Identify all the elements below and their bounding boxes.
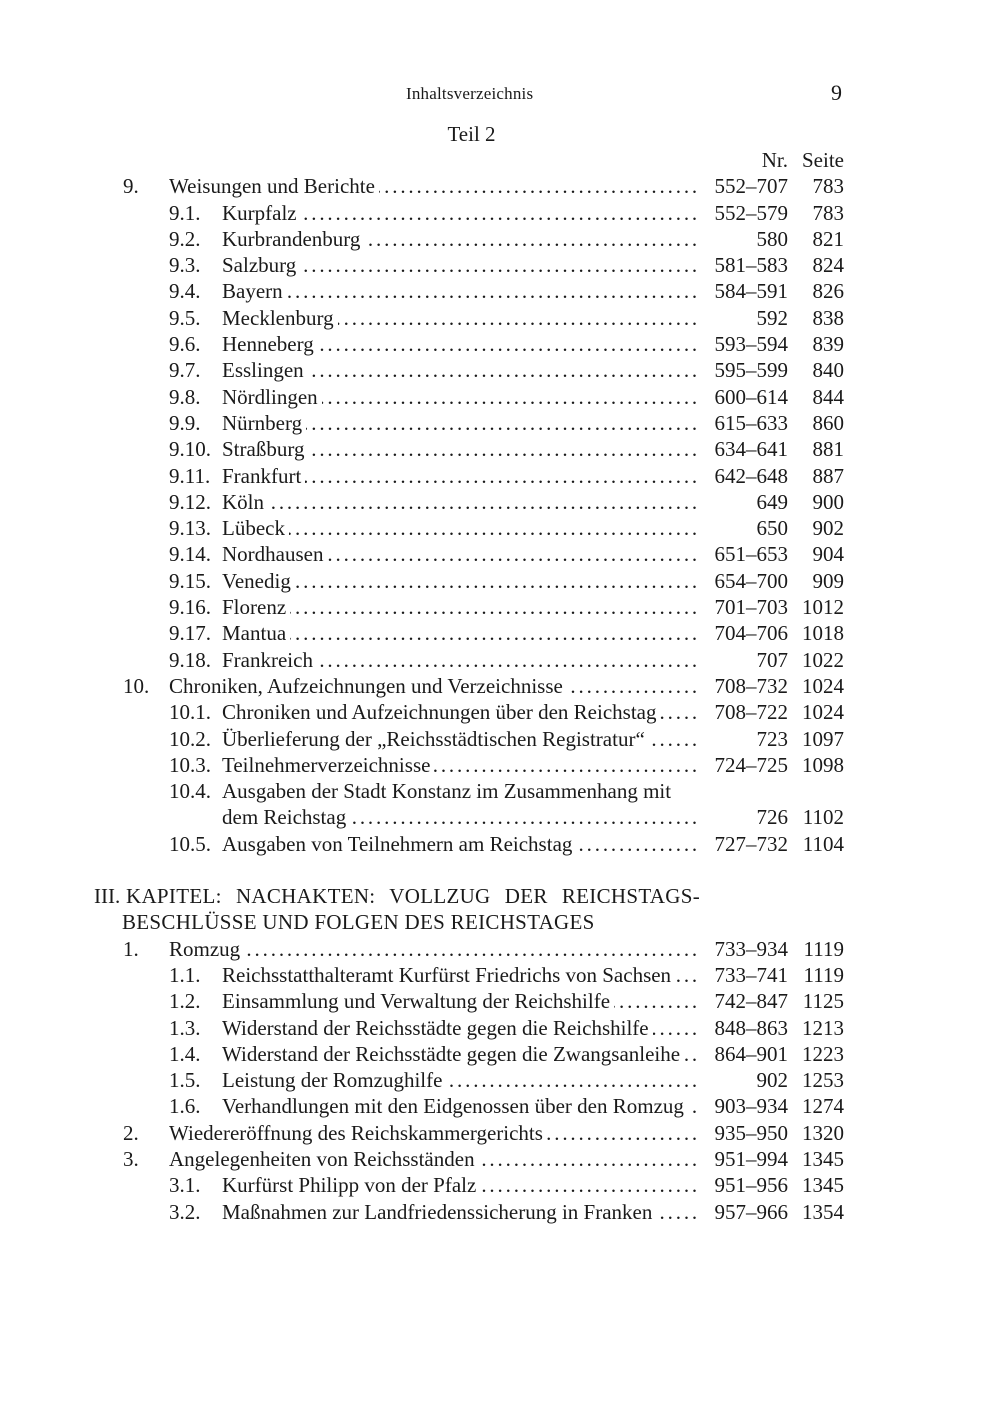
entry-nr: 707 bbox=[756, 647, 788, 672]
entry-number: 9.7. bbox=[169, 358, 201, 383]
column-header-seite: Seite bbox=[802, 148, 844, 172]
entry-title-text: Frankfurt bbox=[222, 464, 305, 488]
toc-entry bbox=[0, 436, 1004, 462]
entry-title bbox=[169, 1120, 696, 1146]
table-of-contents bbox=[0, 147, 1004, 1225]
entry-title-text: Chroniken und Aufzeichnungen über den Reichstag bbox=[222, 700, 660, 724]
entry-page: 1345 bbox=[802, 1173, 844, 1198]
entry-number: 10.4. bbox=[169, 779, 211, 804]
entry-page: 844 bbox=[812, 384, 844, 409]
entry-nr: 935–950 bbox=[714, 1120, 788, 1145]
entry-number: 3. bbox=[123, 1146, 139, 1171]
entry-page: 904 bbox=[812, 542, 844, 567]
entry-page: 840 bbox=[812, 358, 844, 383]
entry-number: 9.13. bbox=[169, 516, 211, 541]
part-title: Teil 2 bbox=[447, 122, 496, 146]
entry-page: 909 bbox=[812, 568, 844, 593]
chapter-title-line1: KAPITEL: NACHAKTEN: VOLLZUG DER REICHSTAGS- bbox=[126, 884, 700, 909]
entry-number: 1.6. bbox=[169, 1094, 201, 1119]
entry-page: 1345 bbox=[802, 1146, 844, 1171]
entry-nr: 723 bbox=[756, 726, 788, 751]
entry-page: 1024 bbox=[802, 673, 844, 698]
toc-entry bbox=[0, 489, 1004, 515]
entry-page: 1098 bbox=[802, 752, 844, 777]
entry-page: 860 bbox=[812, 410, 844, 435]
entry-title-line2 bbox=[222, 804, 696, 830]
entry-page: 1022 bbox=[802, 647, 844, 672]
entry-title-text: Florenz bbox=[222, 595, 290, 619]
entry-title bbox=[222, 436, 696, 462]
entry-page: 783 bbox=[812, 200, 844, 225]
entry-title-text: Verhandlungen mit den Eidgenossen über den Romzug bbox=[222, 1094, 688, 1118]
column-header-nr: Nr. bbox=[761, 148, 788, 172]
entry-number: 9.14. bbox=[169, 542, 211, 567]
entry-title bbox=[222, 1199, 696, 1225]
entry-number: 9.4. bbox=[169, 279, 201, 304]
entry-title-line1: Ausgaben der Stadt Konstanz im Zusammenhang mit bbox=[222, 779, 672, 804]
toc-entry bbox=[0, 226, 1004, 252]
entry-nr: 701–703 bbox=[714, 595, 788, 620]
entry-title-text: Nordhausen bbox=[222, 542, 327, 566]
entry-number: 9.17. bbox=[169, 621, 211, 646]
entry-title bbox=[222, 200, 696, 226]
entry-number: 9.10. bbox=[169, 437, 211, 462]
entry-title bbox=[222, 620, 696, 646]
entry-title-text: Weisungen und Berichte bbox=[169, 174, 379, 198]
entry-page: 824 bbox=[812, 253, 844, 278]
entry-title bbox=[222, 831, 696, 857]
toc-entry bbox=[0, 1199, 1004, 1225]
entry-title bbox=[222, 384, 696, 410]
entry-title-text: Teilnehmerverzeichnisse bbox=[222, 753, 434, 777]
toc-entry bbox=[0, 778, 1004, 804]
entry-title-text: Venedig bbox=[222, 569, 295, 593]
entry-nr: 864–901 bbox=[714, 1041, 788, 1066]
entry-page: 1097 bbox=[802, 726, 844, 751]
entry-title-text: Mecklenburg bbox=[222, 306, 338, 330]
entry-nr: 592 bbox=[756, 305, 788, 330]
entry-number: 9.15. bbox=[169, 568, 211, 593]
entry-page: 887 bbox=[812, 463, 844, 488]
entry-title-text: Kurpfalz bbox=[222, 201, 301, 225]
toc-entry bbox=[0, 1172, 1004, 1198]
entry-number: 1.5. bbox=[169, 1068, 201, 1093]
entry-title bbox=[169, 673, 696, 699]
entry-title-text: Frankreich bbox=[222, 648, 317, 672]
entry-title-text: Widerstand der Reichsstädte gegen die Reichshilfe bbox=[222, 1016, 653, 1040]
entry-number: 9.18. bbox=[169, 647, 211, 672]
entry-nr: 708–722 bbox=[714, 700, 788, 725]
entry-number: 10. bbox=[123, 673, 150, 698]
entry-nr: 951–994 bbox=[714, 1146, 788, 1171]
entry-title bbox=[222, 357, 696, 383]
entry-title-text: Bayern bbox=[222, 279, 287, 303]
toc-entry bbox=[0, 463, 1004, 489]
entry-page: 1012 bbox=[802, 595, 844, 620]
entry-nr: 726 bbox=[756, 805, 788, 830]
entry-nr: 642–648 bbox=[714, 463, 788, 488]
entry-number: 9.8. bbox=[169, 384, 201, 409]
entry-title bbox=[222, 331, 696, 357]
entry-page: 1223 bbox=[802, 1041, 844, 1066]
section-9 bbox=[0, 173, 1004, 673]
running-title: Inhaltsverzeichnis bbox=[406, 84, 534, 103]
entry-title-text: Chroniken, Aufzeichnungen und Verzeichnisse bbox=[169, 674, 567, 698]
toc-entry bbox=[0, 647, 1004, 673]
entry-page: 881 bbox=[812, 437, 844, 462]
entry-number: 10.3. bbox=[169, 752, 211, 777]
entry-title-text: Kurbrandenburg bbox=[222, 227, 364, 251]
entry-title bbox=[222, 278, 696, 304]
entry-nr: 848–863 bbox=[714, 1015, 788, 1040]
entry-title-text: Mantua bbox=[222, 621, 290, 645]
entry-page: 1274 bbox=[802, 1094, 844, 1119]
entry-title-text: Überlieferung der „Reichsstädtischen Registratur“ bbox=[222, 727, 649, 751]
entry-title bbox=[222, 594, 696, 620]
entry-nr: 552–707 bbox=[714, 174, 788, 199]
toc-entry bbox=[0, 936, 1004, 962]
entry-nr: 903–934 bbox=[714, 1094, 788, 1119]
toc-entry bbox=[0, 726, 1004, 752]
toc-entry bbox=[0, 1120, 1004, 1146]
entry-number: 10.1. bbox=[169, 700, 211, 725]
entry-number: 9.12. bbox=[169, 489, 211, 514]
entry-title bbox=[222, 726, 696, 752]
entry-number: 10.5. bbox=[169, 831, 211, 856]
entry-title bbox=[222, 410, 696, 436]
entry-title-text: Esslingen bbox=[222, 358, 308, 382]
column-headers bbox=[0, 147, 1004, 173]
entry-nr: 742–847 bbox=[714, 989, 788, 1014]
entry-title-text: Widerstand der Reichsstädte gegen die Zwangsanleihe bbox=[222, 1042, 684, 1066]
entry-number: 9.11. bbox=[169, 463, 211, 488]
entry-title-text: Maßnahmen zur Landfriedenssicherung in Franken bbox=[222, 1200, 656, 1224]
entry-title bbox=[222, 699, 696, 725]
entry-nr: 733–934 bbox=[714, 936, 788, 961]
entry-page: 783 bbox=[812, 174, 844, 199]
entry-number: 9.9. bbox=[169, 410, 201, 435]
entry-nr: 595–599 bbox=[714, 358, 788, 383]
entry-number: 1.2. bbox=[169, 989, 201, 1014]
chapter-3-entries bbox=[0, 936, 1004, 1225]
entry-page: 838 bbox=[812, 305, 844, 330]
entry-page: 1320 bbox=[802, 1120, 844, 1145]
entry-title bbox=[222, 1015, 696, 1041]
entry-nr: 724–725 bbox=[714, 752, 788, 777]
entry-number: 9.6. bbox=[169, 332, 201, 357]
entry-number: 9.1. bbox=[169, 200, 201, 225]
toc-entry bbox=[0, 1015, 1004, 1041]
entry-number: 9.5. bbox=[169, 305, 201, 330]
entry-title bbox=[222, 568, 696, 594]
entry-number: 2. bbox=[123, 1120, 139, 1145]
entry-page: 1104 bbox=[802, 831, 844, 856]
entry-title-text: Köln bbox=[222, 490, 268, 514]
chapter-roman-numeral: III. bbox=[94, 884, 121, 909]
toc-entry bbox=[0, 278, 1004, 304]
entry-nr: 649 bbox=[756, 489, 788, 514]
chapter-title-line2: BESCHLÜSSE UND FOLGEN DES REICHSTAGES bbox=[122, 910, 595, 935]
entry-nr: 704–706 bbox=[714, 621, 788, 646]
entry-number: 9.3. bbox=[169, 253, 201, 278]
toc-entry bbox=[0, 305, 1004, 331]
entry-title bbox=[222, 988, 696, 1014]
entry-title bbox=[222, 515, 696, 541]
toc-entry bbox=[0, 1041, 1004, 1067]
entry-title-text: dem Reichstag bbox=[222, 805, 350, 829]
entry-page: 821 bbox=[812, 226, 844, 251]
toc-entry bbox=[0, 594, 1004, 620]
entry-page: 1253 bbox=[802, 1068, 844, 1093]
entry-title-text: Henneberg bbox=[222, 332, 318, 356]
entry-title bbox=[222, 226, 696, 252]
entry-title-text: Salzburg bbox=[222, 253, 300, 277]
entry-page: 839 bbox=[812, 332, 844, 357]
entry-title-text: Einsammlung und Verwaltung der Reichshilfe bbox=[222, 989, 614, 1013]
toc-entry bbox=[0, 357, 1004, 383]
entry-nr: 593–594 bbox=[714, 332, 788, 357]
entry-title-text: Reichsstatthalteramt Kurfürst Friedrichs von Sachsen bbox=[222, 963, 675, 987]
toc-entry bbox=[0, 384, 1004, 410]
entry-nr: 615–633 bbox=[714, 410, 788, 435]
entry-number: 10.2. bbox=[169, 726, 211, 751]
entry-title bbox=[222, 489, 696, 515]
toc-entry bbox=[0, 568, 1004, 594]
entry-page: 1119 bbox=[803, 962, 844, 987]
entry-title-text: Romzug bbox=[169, 937, 244, 961]
entry-title bbox=[222, 1093, 696, 1119]
entry-page: 1119 bbox=[803, 936, 844, 961]
entry-number: 1.1. bbox=[169, 962, 201, 987]
toc-entry bbox=[0, 200, 1004, 226]
toc-entry bbox=[0, 620, 1004, 646]
entry-page: 1354 bbox=[802, 1199, 844, 1224]
entry-title bbox=[222, 752, 696, 778]
toc-entry bbox=[0, 331, 1004, 357]
chapter-heading bbox=[0, 883, 1004, 936]
entry-title bbox=[222, 1172, 696, 1198]
toc-entry bbox=[0, 410, 1004, 436]
entry-number: 3.2. bbox=[169, 1199, 201, 1224]
entry-nr: 902 bbox=[756, 1068, 788, 1093]
page-number: 9 bbox=[831, 80, 842, 105]
entry-number: 9. bbox=[123, 174, 139, 199]
entry-page: 1213 bbox=[802, 1015, 844, 1040]
entry-nr: 654–700 bbox=[714, 568, 788, 593]
entry-title bbox=[222, 1067, 696, 1093]
entry-nr: 584–591 bbox=[714, 279, 788, 304]
toc-entry bbox=[0, 699, 1004, 725]
entry-number: 9.2. bbox=[169, 226, 201, 251]
entry-title bbox=[222, 541, 696, 567]
entry-page: 1125 bbox=[802, 989, 844, 1014]
entry-title bbox=[169, 173, 696, 199]
toc-entry bbox=[0, 752, 1004, 778]
entry-title-text: Angelegenheiten von Reichsständen bbox=[169, 1147, 479, 1171]
entry-page: 1102 bbox=[802, 805, 844, 830]
entry-page: 900 bbox=[812, 489, 844, 514]
entry-title-text: Nördlingen bbox=[222, 385, 322, 409]
entry-title bbox=[169, 936, 696, 962]
entry-title bbox=[222, 1041, 696, 1067]
toc-entry bbox=[0, 252, 1004, 278]
entry-nr: 727–732 bbox=[714, 831, 788, 856]
entry-number: 1.4. bbox=[169, 1041, 201, 1066]
entry-title-text: Lübeck bbox=[222, 516, 289, 540]
toc-entry bbox=[0, 988, 1004, 1014]
toc-entry bbox=[0, 1146, 1004, 1172]
toc-entry bbox=[0, 1067, 1004, 1093]
entry-title bbox=[222, 647, 696, 673]
entry-page: 902 bbox=[812, 516, 844, 541]
entry-title-text: Leistung der Romzughilfe bbox=[222, 1068, 446, 1092]
entry-number: 1. bbox=[123, 936, 139, 961]
entry-nr: 708–732 bbox=[714, 673, 788, 698]
entry-page: 1018 bbox=[802, 621, 844, 646]
toc-entry bbox=[0, 673, 1004, 699]
entry-nr: 580 bbox=[756, 226, 788, 251]
entry-page: 1024 bbox=[802, 700, 844, 725]
entry-nr: 600–614 bbox=[714, 384, 788, 409]
toc-entry bbox=[0, 173, 1004, 199]
entry-title-text: Kurfürst Philipp von der Pfalz bbox=[222, 1173, 480, 1197]
entry-nr: 581–583 bbox=[714, 253, 788, 278]
entry-nr: 951–956 bbox=[714, 1173, 788, 1198]
toc-entry bbox=[0, 1093, 1004, 1119]
section-10 bbox=[0, 673, 1004, 857]
entry-nr: 957–966 bbox=[714, 1199, 788, 1224]
entry-number: 9.16. bbox=[169, 595, 211, 620]
entry-title-text: Ausgaben von Teilnehmern am Reichstag bbox=[222, 832, 576, 856]
entry-nr: 650 bbox=[756, 516, 788, 541]
entry-title bbox=[222, 252, 696, 278]
entry-title-text: Straßburg bbox=[222, 437, 308, 461]
entry-nr: 634–641 bbox=[714, 437, 788, 462]
toc-entry bbox=[0, 962, 1004, 988]
toc-entry-continuation bbox=[0, 804, 1004, 830]
page-header bbox=[0, 78, 1004, 108]
entry-nr: 651–653 bbox=[714, 542, 788, 567]
toc-entry bbox=[0, 541, 1004, 567]
entry-title bbox=[222, 305, 696, 331]
toc-entry bbox=[0, 831, 1004, 857]
entry-nr: 733–741 bbox=[714, 962, 788, 987]
entry-title bbox=[169, 1146, 696, 1172]
entry-title-text: Nürnberg bbox=[222, 411, 306, 435]
toc-entry bbox=[0, 515, 1004, 541]
entry-page: 826 bbox=[812, 279, 844, 304]
entry-nr: 552–579 bbox=[714, 200, 788, 225]
entry-title-text: Wiedereröffnung des Reichskammergerichts bbox=[169, 1121, 547, 1145]
entry-title bbox=[222, 962, 696, 988]
entry-number: 3.1. bbox=[169, 1173, 201, 1198]
entry-title bbox=[222, 463, 696, 489]
entry-number: 1.3. bbox=[169, 1015, 201, 1040]
